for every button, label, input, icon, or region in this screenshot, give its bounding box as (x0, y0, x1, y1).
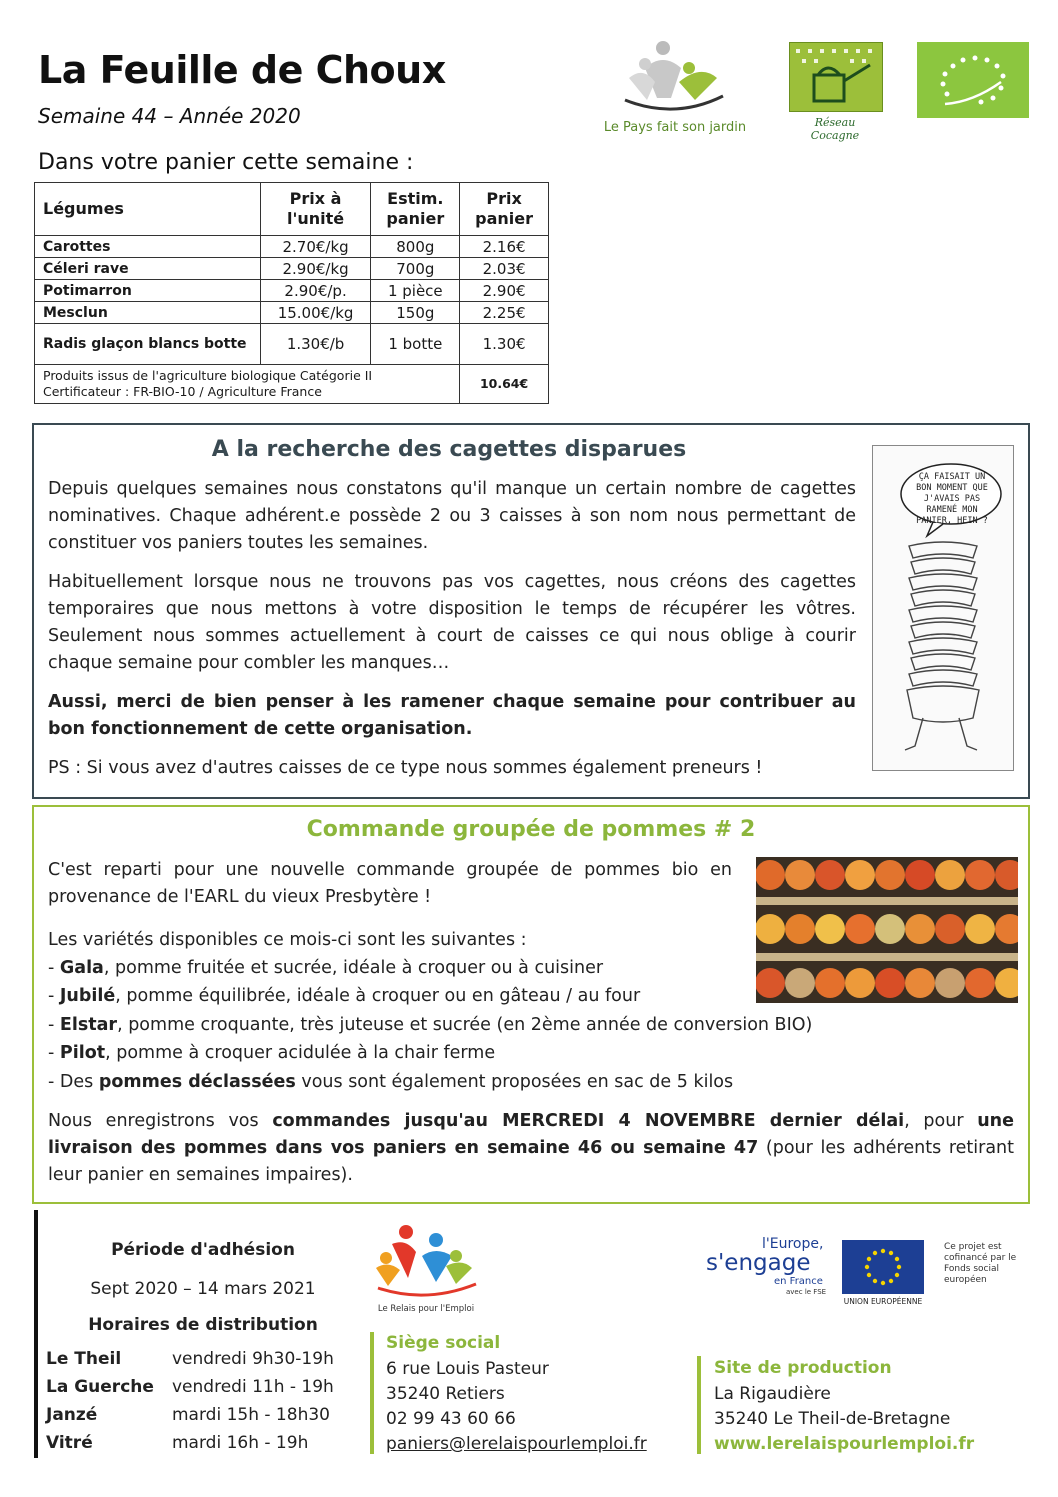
page-subtitle: Semaine 44 – Année 2020 (38, 104, 301, 128)
eu-stars-icon (842, 1240, 924, 1294)
table-row (35, 324, 549, 365)
page-title: La Feuille de Choux (38, 48, 446, 92)
variety-name: Pilot (59, 1043, 106, 1063)
variety-name: Jubilé (59, 986, 116, 1006)
site-web-link[interactable]: www.lerelaispourlemploi.fr (714, 1434, 975, 1454)
site-label: Site de production (714, 1358, 892, 1378)
europe-line-4: avec le FSE (786, 1288, 827, 1296)
certification-line-1: Produits issus de l'agriculture biologique Catégorie II (43, 368, 373, 383)
row-price: 1.30€ (460, 324, 549, 365)
table-footer-row (35, 365, 549, 404)
relais-logo (372, 1222, 480, 1322)
europe-line-1: l'Europe, (762, 1236, 824, 1252)
cartoon-bubble-text: ÇA FAISAIT UN BON MOMENT QUE J'AVAIS PAS RAMENÉ MON PANIER, HEIN ? (916, 472, 988, 526)
europe-line-3: en France (774, 1276, 823, 1287)
eu-organic-logo (917, 42, 1029, 118)
order-text-3: , pour (904, 1111, 978, 1131)
row-est: 1 botte (371, 324, 460, 365)
schedule-time: vendredi 9h30-19h (172, 1349, 334, 1369)
row-unit: 2.90€/p. (260, 280, 371, 302)
col-header-price: Prix panier (460, 183, 549, 236)
site-address-2: 35240 Le Theil-de-Bretagne (714, 1409, 951, 1429)
row-name: Carottes (35, 236, 261, 258)
order-paragraph (48, 1108, 1014, 1189)
row-est: 150g (371, 302, 460, 324)
row-est: 1 pièce (371, 280, 460, 302)
pommes-intro: C'est reparti pour une nouvelle commande groupée de pommes bio en provenance de l'EARL du vieux Presbytère ! (48, 860, 732, 907)
row-name: Céleri rave (35, 258, 261, 280)
certification-note (35, 365, 460, 404)
organic-leaf-icon (917, 42, 1029, 118)
cartoon-illustration (872, 445, 1014, 771)
row-unit: 2.90€/kg (260, 258, 371, 280)
pays-logo-label: Le Pays fait son jardin (603, 120, 747, 135)
variety-jubile: - Jubilé, pomme équilibrée, idéale à croquer ou en gâteau / au four (48, 986, 641, 1006)
ue-label: UNION EUROPÉENNE (843, 1297, 923, 1306)
schedule-time: vendredi 11h - 19h (172, 1377, 334, 1397)
apples-image (756, 857, 1018, 1003)
declassees-pre: Des (59, 1072, 99, 1092)
cagettes-paragraph-4: PS : Si vous avez d'autres caisses de ce type nous sommes également preneurs ! (48, 758, 763, 778)
schedule-time: mardi 16h - 19h (172, 1433, 309, 1453)
cocagne-label: Réseau Cocagne (810, 116, 860, 142)
europe-line-2: s'engage (706, 1250, 811, 1276)
variety-name: Gala (59, 958, 104, 978)
table-row (35, 236, 549, 258)
europe-engage-logo (704, 1236, 828, 1298)
row-est: 700g (371, 258, 460, 280)
declassees-line: - Des pommes déclassées vous sont également proposées en sac de 5 kilos (48, 1072, 734, 1092)
declassees-post: vous sont également proposées en sac de 5 kilos (295, 1072, 734, 1092)
row-est: 800g (371, 236, 460, 258)
site-address-1: La Rigaudière (714, 1384, 831, 1404)
watering-can-icon (790, 43, 882, 111)
schedule-place: Le Theil (46, 1349, 122, 1369)
basket-total: 10.64€ (460, 365, 549, 404)
table-header-row (35, 183, 549, 236)
order-text-5: (pour les adhérents retirant leur panier en semaines impaires). (48, 1138, 1015, 1185)
row-name: Potimarron (35, 280, 261, 302)
site-divider (697, 1356, 701, 1454)
pays-logo-icon (615, 38, 735, 113)
table-row (35, 302, 549, 324)
col-header-estimate: Estim. panier (371, 183, 460, 236)
row-price: 2.90€ (460, 280, 549, 302)
row-name: Radis glaçon blancs botte (35, 324, 261, 365)
siege-email-link[interactable]: paniers@lerelaispourlemploi.fr (386, 1434, 647, 1454)
variety-gala: - Gala, pomme fruitée et sucrée, idéale à croquer ou à cuisiner (48, 958, 604, 978)
cocagne-logo (789, 42, 881, 142)
variety-desc: , pomme à croquer acidulée à la chair ferme (105, 1043, 496, 1063)
variety-desc: , pomme fruitée et sucrée, idéale à croquer ou à cuisiner (103, 958, 604, 978)
schedule-time: mardi 15h - 18h30 (172, 1405, 330, 1425)
table-row (35, 258, 549, 280)
schedule-place: Janzé (46, 1405, 98, 1425)
siege-phone: 02 99 43 60 66 (386, 1409, 516, 1429)
relais-logo-label: Le Relais pour l'Emploi (377, 1304, 475, 1314)
cocagne-square (789, 42, 883, 112)
cagettes-paragraph-2: Habituellement lorsque nous ne trouvons pas vos cagettes, nous créons des cagettes temporaires que nous mettons à votre disposition le temps de récupérer les vôtres. Seulement nous sommes actuellement à court de caisses ce qui nous oblige à courir chaque semaine pour combler les manques… (48, 572, 856, 673)
adhesion-label: Période d'adhésion (111, 1240, 295, 1260)
relais-logo-icon (372, 1222, 480, 1302)
basket-heading: Dans votre panier cette semaine : (38, 150, 414, 175)
pays-logo (590, 38, 760, 138)
table-row (35, 280, 549, 302)
siege-divider (370, 1332, 374, 1454)
col-header-legumes: Légumes (35, 183, 261, 236)
pommes-section (32, 805, 1030, 1204)
row-unit: 1.30€/b (260, 324, 371, 365)
variety-desc: , pomme équilibrée, idéale à croquer ou en gâteau / au four (115, 986, 641, 1006)
cagettes-heading: A la recherche des cagettes disparues (211, 437, 687, 462)
footer-divider (34, 1210, 38, 1458)
cagettes-paragraph-1: Depuis quelques semaines nous constatons qu'il manque un certain nombre de cagettes nominatives. Chaque adhérent.e possède 2 ou 3 caisses à son nom nous permettant de constituer vos paniers toutes les semaines. (48, 479, 856, 553)
variety-pilot: - Pilot, pomme à croquer acidulée à la chair ferme (48, 1043, 496, 1063)
horaires-label: Horaires de distribution (88, 1315, 318, 1335)
eu-flag (842, 1240, 924, 1294)
adhesion-dates: Sept 2020 – 14 mars 2021 (90, 1279, 316, 1299)
variety-desc: , pomme croquante, très juteuse et sucrée (en 2ème année de conversion BIO) (117, 1015, 813, 1035)
schedule-place: Vitré (46, 1433, 93, 1453)
variety-elstar: - Elstar, pomme croquante, très juteuse et sucrée (en 2ème année de conversion BIO) (48, 1015, 813, 1035)
varieties-intro: Les variétés disponibles ce mois-ci sont les suivantes : (48, 930, 527, 950)
certification-line-2: Certificateur : FR-BIO-10 / Agriculture France (43, 384, 322, 399)
row-unit: 15.00€/kg (260, 302, 371, 324)
order-delivery: une livraison des pommes dans vos paniers en semaine 46 ou semaine 47 (48, 1111, 1014, 1158)
declassees-bold: pommes déclassées (98, 1072, 296, 1092)
order-text-1: Nous enregistrons vos (48, 1111, 273, 1131)
row-price: 2.16€ (460, 236, 549, 258)
col-header-unit-price: Prix à l'unité (260, 183, 371, 236)
apples-photo (756, 857, 1018, 1003)
schedule-place: La Guerche (46, 1377, 154, 1397)
cagettes-section (32, 423, 1030, 799)
fse-note: Ce projet est cofinancé par le Fonds social européen (944, 1242, 1017, 1285)
siege-label: Siège social (386, 1333, 501, 1353)
pommes-heading: Commande groupée de pommes # 2 (306, 817, 756, 842)
cagettes-paragraph-3: Aussi, merci de bien penser à les ramener chaque semaine pour contribuer au bon fonctionnement de cette organisation. (48, 692, 856, 739)
row-price: 2.03€ (460, 258, 549, 280)
row-name: Mesclun (35, 302, 261, 324)
row-unit: 2.70€/kg (260, 236, 371, 258)
siege-address-1: 6 rue Louis Pasteur (386, 1359, 549, 1379)
basket-table (34, 182, 549, 404)
siege-address-2: 35240 Retiers (386, 1384, 505, 1404)
variety-name: Elstar (59, 1015, 118, 1035)
order-deadline: commandes jusqu'au MERCREDI 4 NOVEMBRE dernier délai (272, 1111, 905, 1131)
row-price: 2.25€ (460, 302, 549, 324)
